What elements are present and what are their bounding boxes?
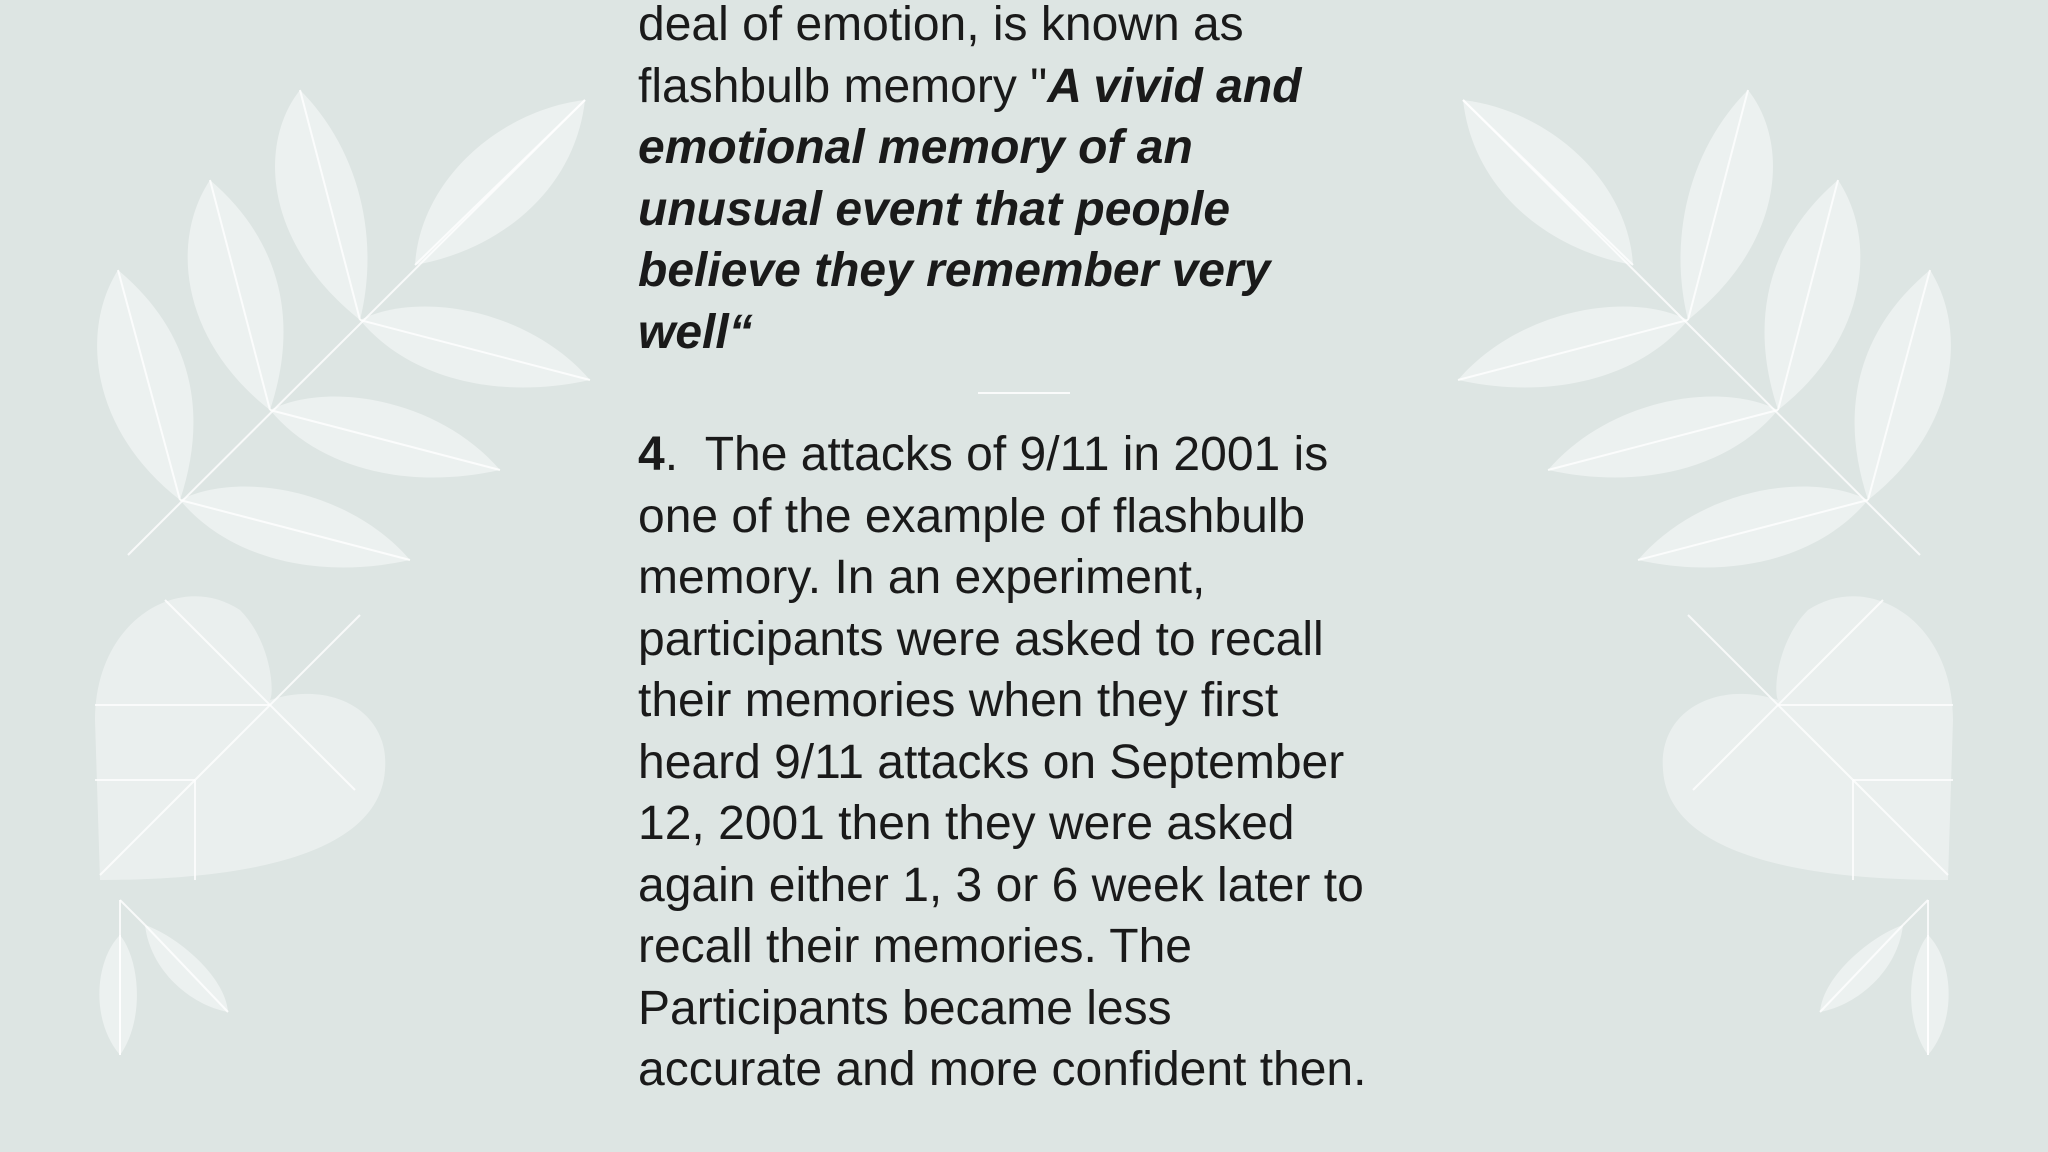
text-line: recall their memories. The	[638, 920, 1192, 973]
section-4-text	[638, 424, 1458, 1101]
section-divider	[978, 392, 1070, 394]
text-line: accurate and more confident then.	[638, 1043, 1367, 1096]
text-line: participants were asked to recall	[638, 612, 1324, 666]
definition-quote-line: well“	[638, 305, 753, 359]
text-line: deal of emotion, is known as	[638, 0, 1244, 51]
text-line: one of the example of flashbulb	[638, 489, 1306, 543]
definition-quote-start: A vivid and	[1047, 59, 1302, 113]
text-line: heard 9/11 attacks on September	[638, 735, 1345, 789]
text-line: memory. In an experiment,	[638, 551, 1206, 604]
section-3-text	[638, 0, 1458, 363]
text-line-prefix: flashbulb memory "	[638, 59, 1048, 113]
text-line: 12, 2001 then they were asked	[638, 797, 1295, 850]
left-leaf-branch	[95, 90, 590, 1055]
definition-quote-line: unusual event that people	[638, 182, 1231, 236]
text-line: again either 1, 3 or 6 week later to	[638, 858, 1364, 912]
text-line: their memories when they first	[638, 674, 1279, 727]
text-line-content: The attacks of 9/11 in 2001 is	[704, 428, 1329, 481]
section-number: 4	[638, 428, 665, 481]
text-line	[638, 56, 1458, 118]
text-line: Participants became less	[638, 981, 1172, 1035]
right-leaf-branch	[1458, 90, 1953, 1055]
definition-quote-line: believe they remember very	[638, 244, 1271, 297]
definition-quote-line: emotional memory of an	[638, 121, 1193, 174]
text-line	[638, 424, 1458, 486]
slide-body-text	[638, 0, 1458, 1101]
section-number-suffix: .	[664, 428, 679, 481]
